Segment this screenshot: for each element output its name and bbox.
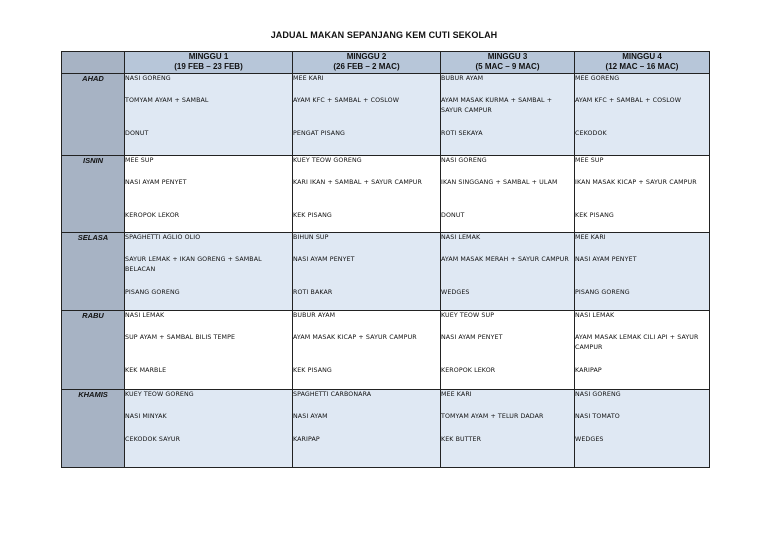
meal-breakfast: MEE KARI	[441, 391, 472, 398]
meal-tea: CEKODOK SAYUR	[125, 436, 181, 443]
day-row-selasa	[62, 233, 710, 311]
meal-breakfast: BUBUR AYAM	[293, 312, 336, 319]
meal-lunch: SAYUR LEMAK + IKAN GORENG + SAMBAL BELACAN	[125, 256, 262, 273]
week-1-header: MINGGU 1 (19 FEB – 23 FEB)	[125, 52, 293, 74]
meal-tea: DONUT	[125, 130, 149, 137]
day-row-rabu	[62, 311, 710, 390]
meal-lunch: NASI AYAM PENYET	[293, 256, 355, 263]
meal-schedule-table	[61, 51, 710, 468]
meal-lunch: NASI AYAM PENYET	[125, 179, 187, 186]
meal-cell	[125, 233, 293, 311]
week-2-header: MINGGU 2 (26 FEB – 2 MAC)	[293, 52, 441, 74]
meal-lunch: NASI MINYAK	[125, 413, 167, 420]
meal-breakfast: MEE GORENG	[575, 75, 620, 82]
page-title: JADUAL MAKAN SEPANJANG KEM CUTI SEKOLAH	[270, 30, 498, 40]
meal-tea: KARIPAP	[293, 436, 320, 443]
meal-breakfast: KUEY TEOW SUP	[441, 312, 495, 319]
meal-tea: KEK PISANG	[293, 212, 332, 219]
meal-lunch: TOMYAM AYAM + SAMBAL	[125, 97, 209, 104]
day-label: ISNIN	[62, 156, 125, 233]
meal-breakfast: NASI LEMAK	[125, 312, 165, 319]
meal-tea: CEKODOK	[575, 130, 607, 137]
meal-breakfast: MEE KARI	[293, 75, 324, 82]
meal-cell	[293, 233, 441, 311]
meal-tea: KEK BUTTER	[441, 436, 482, 443]
day-row-isnin	[62, 156, 710, 233]
day-label: RABU	[62, 311, 125, 390]
meal-lunch: TOMYAM AYAM + TELUR DADAR	[441, 413, 544, 420]
meal-cell	[293, 156, 441, 233]
header-row	[62, 52, 710, 74]
meal-lunch: SUP AYAM + SAMBAL BILIS TEMPE	[125, 334, 236, 341]
meal-cell	[125, 156, 293, 233]
meal-breakfast: MEE SUP	[575, 157, 604, 164]
meal-breakfast: SPAGHETTI CARBONARA	[293, 391, 372, 398]
meal-cell	[575, 311, 710, 390]
meal-cell	[575, 390, 710, 468]
meal-lunch: AYAM MASAK MERAH + SAYUR CAMPUR	[441, 256, 569, 263]
meal-tea: PISANG GORENG	[125, 289, 180, 296]
meal-breakfast: NASI GORENG	[125, 75, 171, 82]
meal-lunch: AYAM MASAK LEMAK CILI API + SAYUR CAMPUR	[575, 334, 699, 351]
meal-cell	[293, 74, 441, 156]
meal-tea: ROTI BAKAR	[293, 289, 333, 296]
meal-breakfast: MEE KARI	[575, 234, 606, 241]
meal-tea: KEK PISANG	[575, 212, 614, 219]
meal-breakfast: BIHUN SUP	[293, 234, 329, 241]
meal-cell	[575, 156, 710, 233]
meal-tea: KARIPAP	[575, 367, 602, 374]
meal-tea: KEK MARBLE	[125, 367, 167, 374]
week-3-header: MINGGU 3 (5 MAC – 9 MAC)	[441, 52, 575, 74]
meal-lunch: NASI TOMATO	[575, 413, 620, 420]
meal-tea: KEK PISANG	[293, 367, 332, 374]
meal-breakfast: MEE SUP	[125, 157, 154, 164]
meal-cell	[441, 156, 575, 233]
meal-tea: WEDGES	[575, 436, 604, 443]
meal-cell	[293, 311, 441, 390]
meal-cell	[125, 390, 293, 468]
meal-breakfast: NASI GORENG	[441, 157, 487, 164]
meal-breakfast: NASI GORENG	[575, 391, 621, 398]
meal-lunch: AYAM MASAK KICAP + SAYUR CAMPUR	[293, 334, 417, 341]
meal-tea: ROTI SEKAYA	[441, 130, 483, 137]
meal-tea: WEDGES	[441, 289, 470, 296]
meal-lunch: KARI IKAN + SAMBAL + SAYUR CAMPUR	[293, 179, 422, 186]
meal-breakfast: SPAGHETTI AGLIO OLIO	[125, 234, 201, 241]
day-row-ahad	[62, 74, 710, 156]
meal-breakfast: KUEY TEOW GORENG	[125, 391, 194, 398]
meal-breakfast: NASI LEMAK	[575, 312, 615, 319]
meal-lunch: IKAN SINGGANG + SAMBAL + ULAM	[441, 179, 558, 186]
meal-tea: PISANG GORENG	[575, 289, 630, 296]
meal-lunch: NASI AYAM	[293, 413, 328, 420]
header-corner	[62, 52, 125, 74]
day-label: AHAD	[62, 74, 125, 156]
meal-cell	[441, 390, 575, 468]
meal-lunch: IKAN MASAK KICAP + SAYUR CAMPUR	[575, 179, 697, 186]
day-label: SELASA	[62, 233, 125, 311]
meal-cell	[441, 74, 575, 156]
meal-lunch: NASI AYAM PENYET	[575, 256, 637, 263]
meal-tea: KEROPOK LEKOR	[441, 367, 496, 374]
meal-breakfast: NASI LEMAK	[441, 234, 481, 241]
meal-cell	[125, 74, 293, 156]
day-label: KHAMIS	[62, 390, 125, 468]
meal-cell	[441, 311, 575, 390]
meal-lunch: NASI AYAM PENYET	[441, 334, 503, 341]
meal-tea: DONUT	[441, 212, 465, 219]
meal-breakfast: BUBUR AYAM	[441, 75, 484, 82]
day-row-khamis	[62, 390, 710, 468]
meal-lunch: AYAM MASAK KURMA + SAMBAL + SAYUR CAMPUR	[441, 97, 553, 114]
meal-cell	[575, 74, 710, 156]
meal-cell	[575, 233, 710, 311]
week-4-header: MINGGU 4 (12 MAC – 16 MAC)	[575, 52, 710, 74]
meal-tea: PENGAT PISANG	[293, 130, 345, 137]
meal-cell	[441, 233, 575, 311]
meal-lunch: AYAM KFC + SAMBAL + COSLOW	[293, 97, 400, 104]
meal-cell	[125, 311, 293, 390]
meal-breakfast: KUEY TEOW GORENG	[293, 157, 362, 164]
meal-lunch: AYAM KFC + SAMBAL + COSLOW	[575, 97, 682, 104]
meal-cell	[293, 390, 441, 468]
meal-tea: KEROPOK LEKOR	[125, 212, 180, 219]
